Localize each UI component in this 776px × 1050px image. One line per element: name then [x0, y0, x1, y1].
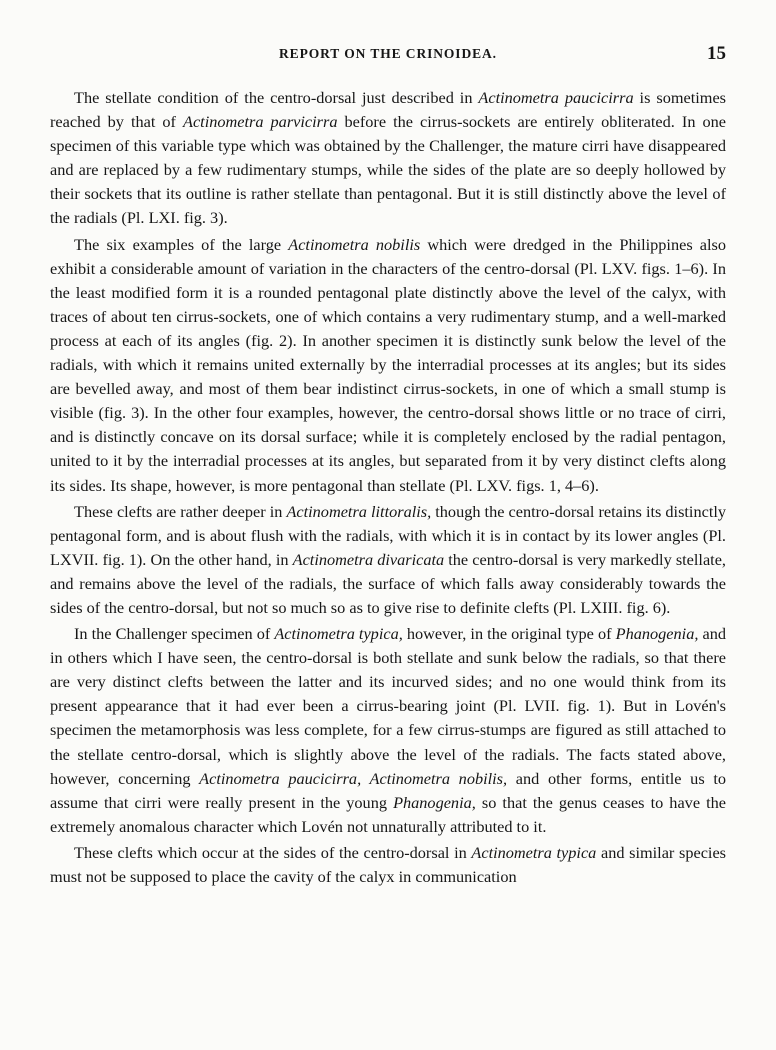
paragraph-5 [50, 841, 726, 889]
body-text-run: the centro-dorsal is very markedly stellate, and remains above the level of the radials, the surface of which falls away considerably towards the sides of the centro-dorsal, but not so much so as to give rise to definite clefts (Pl. LXIII. fig. 6). [50, 549, 726, 617]
body-text-run: In the Challenger specimen of [74, 624, 275, 644]
body-text-run: and other forms, entitle us to assume that cirri were really present in the young [50, 768, 727, 812]
paragraph-4 [50, 622, 726, 839]
species-name-text: Actinometra typica [471, 842, 597, 862]
body-text-run: though the centro-dorsal retains its distinctly pentagonal form, and is about flush with the radials, with which it is in contact by its lower angles (Pl. LXVII. fig. 1). On the other hand, in [50, 501, 727, 569]
paragraph-3 [50, 500, 726, 620]
species-name-text: Actinometra paucicirra, Actinometra nobilis, [199, 768, 508, 788]
species-name-text: Actinometra nobilis [288, 234, 421, 254]
species-name-text: Actinometra paucicirra [478, 88, 634, 107]
paragraph-1 [50, 86, 726, 231]
species-name-text: Actinometra littoralis, [286, 501, 432, 521]
species-name-text: Phanogenia, [393, 792, 476, 812]
page-number: 15 [707, 43, 726, 64]
body-text-run: is sometimes reached by that of [50, 88, 726, 132]
body-text-run: before the cirrus-sockets are entirely obliterated. In one specimen of this variable type which was obtained by the Challenger, the mature cirri have disappeared and are replaced by a few rudimentary stumps, while the sides of the plate are so deeply hollowed by their sockets that its outline is rather stellate than pentagonal. But it is still distinctly above the level of the radials (Pl. LXI. fig. 3). [50, 112, 726, 228]
page-header [50, 43, 726, 68]
species-name-text: Actinometra parvicirra [183, 112, 338, 132]
body-text-run: These clefts are rather deeper in [74, 501, 287, 521]
body-text-run: and in others which I have seen, the centro-dorsal is both stellate and sunk below the radials, so that there are very distinct clefts between the latter and its incurved sides; and no one would think from its present appearance that it had ever been a cirrus-bearing joint (Pl. LVII. fig. 1). But in Lovén's specimen the metamorphosis was less complete, for a few cirrus-stumps are figured as still attached to the stellate centro-dorsal, which is slightly above the level of the radials. The facts stated above, however, concerning [50, 624, 726, 788]
body-text-run: however, in the original type of [402, 624, 616, 644]
species-name-text: Phanogenia, [615, 624, 699, 644]
running-title: REPORT ON THE CRINOIDEA. [279, 46, 497, 61]
body-text-run: and similar species must not be supposed to place the cavity of the calyx in communication [50, 842, 727, 886]
body-text-run: The stellate condition of the centro-dorsal just described in [74, 88, 479, 107]
body-text-run: which were dredged in the Philippines also exhibit a considerable amount of variation in the characters of the centro-dorsal (Pl. LXV. figs. 1–6). In the least modified form it is a rounded pentagonal plate distinctly above the level of the calyx, with traces of about ten cirrus-sockets, one of which contains a very rudimentary stump, and a well-marked process at each of its angles (fig. 2). In another specimen it is distinctly sunk below the level of the radials, with which it remains united externally by the interradial processes at its angles; but its sides are bevelled away, and most of them bear indistinct cirrus-sockets, in one of which a small stump is visible (fig. 3). In the other four examples, however, the centro-dorsal shows little or no trace of cirri, and is distinctly concave on its dorsal surface; while it is completely enclosed by the radial pentagon, united to it by the interradial processes at its angles, but separated from it by very distinct clefts along its sides. Its shape, however, is more pentagonal than stellate (Pl. LXV. figs. 1, 4–6). [50, 234, 727, 495]
species-name-text: Actinometra divaricata [292, 549, 445, 569]
body-text [50, 86, 726, 889]
body-text-run: These clefts which occur at the sides of the centro-dorsal in [74, 842, 472, 862]
body-text-run: The six examples of the large [74, 234, 289, 254]
body-text-run: so that the genus ceases to have the extremely anomalous character which Lovén not unnaturally attributed to it. [50, 792, 726, 836]
species-name-text: Actinometra typica, [274, 624, 403, 644]
paragraph-2 [50, 233, 726, 498]
